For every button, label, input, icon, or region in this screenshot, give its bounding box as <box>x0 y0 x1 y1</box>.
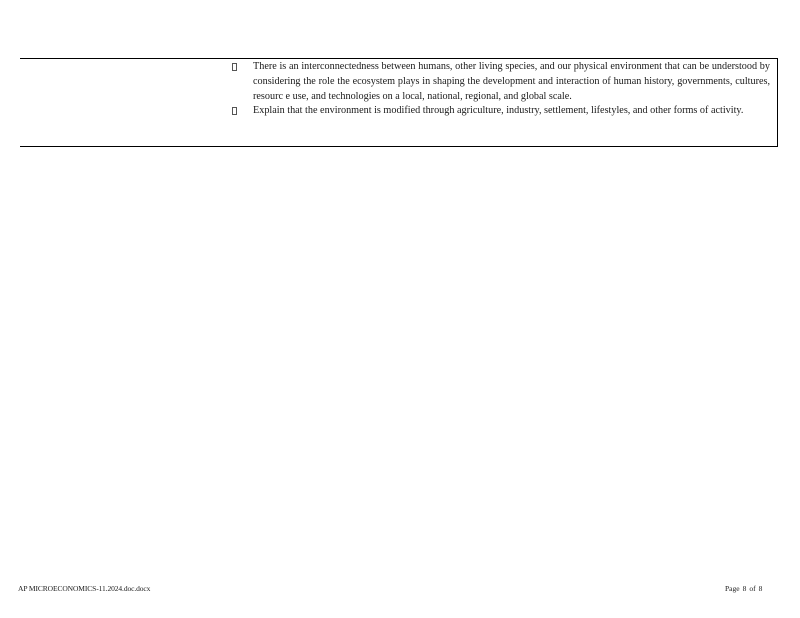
bullet-icon <box>232 107 237 115</box>
bullet-text: There is an interconnectedness between humans, other living species, and our physical environment that can be understood by considering the role the ecosystem plays in shaping the development and interaction of human history, governments, cultures, resourc e use, and technologies on a local, national, regional, and global scale. <box>253 61 770 102</box>
bullet-list <box>230 60 770 119</box>
bullet-text: Explain that the environment is modified through agriculture, industry, settlement, lifestyles, and other forms of activity. <box>253 105 744 117</box>
of-word: of <box>749 584 756 593</box>
list-item <box>230 60 770 104</box>
list-item <box>230 104 770 119</box>
total-pages: 8 <box>758 584 763 593</box>
footer-filename: AP MICROECONOMICS-11.2024.doc.docx <box>18 584 151 593</box>
page-word: Page <box>725 584 740 593</box>
bullet-icon <box>232 63 237 71</box>
current-page: 8 <box>742 584 747 593</box>
footer-page-number <box>725 584 765 593</box>
